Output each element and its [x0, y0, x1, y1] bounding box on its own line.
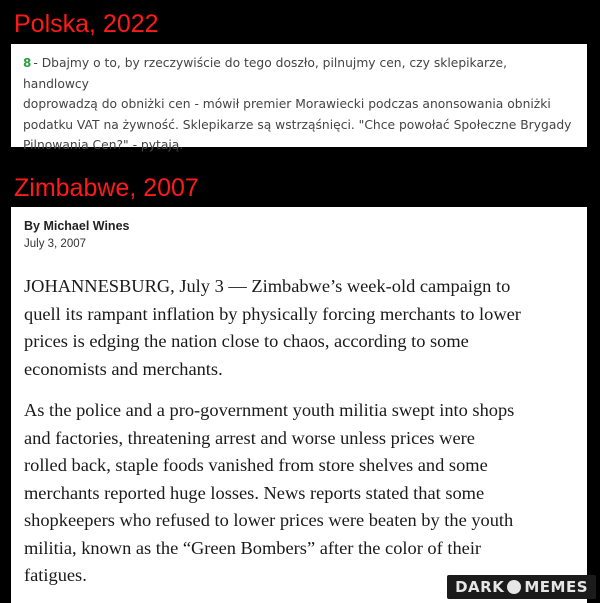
- paragraph-2-line: As the police and a pro-government youth militia swept into shops: [24, 400, 515, 420]
- paragraph-1-line: JOHANNESBURG, July 3 — Zimbabwe’s week-old campaign to: [24, 276, 511, 296]
- paragraph-2-line: and factories, threatening arrest and worse unless prices were: [24, 427, 475, 448]
- article-body: [24, 273, 587, 590]
- zimbabwe-article-panel: [11, 207, 587, 603]
- article-paragraph-2: [24, 397, 587, 590]
- watermark-logo: [447, 575, 596, 599]
- paragraph-1-line: economists and merchants.: [24, 358, 223, 379]
- paragraph-2-line: shopkeepers who refused to lower prices were beaten by the youth: [24, 510, 514, 530]
- quote-mark-icon: 8: [23, 56, 32, 70]
- poland-line-1: - Dbajmy o to, by rzeczywiście do tego doszło, pilnujmy cen, czy sklepikarze, handlowcy: [23, 56, 507, 91]
- section-heading-poland: Polska, 2022: [14, 10, 159, 38]
- article-byline: By Michael Wines: [24, 219, 130, 233]
- paragraph-2-line: rolled back, staple foods vanished from store shelves and some: [24, 455, 488, 475]
- paragraph-2-line: militia, known as the “Green Bombers” after the color of their: [24, 537, 482, 558]
- paragraph-1-line: prices is edging the nation close to chaos, according to some: [24, 331, 469, 351]
- article-date: July 3, 2007: [24, 238, 87, 250]
- poland-quote-panel: [11, 44, 587, 152]
- skull-icon: [507, 580, 521, 594]
- watermark-text-left: DARK: [455, 578, 505, 596]
- watermark-text-right: MEMES: [524, 578, 588, 596]
- poland-line-2: doprowadzą do obniżki cen - mówił premier Morawiecki podczas anonsowania obniżki: [23, 97, 551, 111]
- poland-quote-text: [23, 53, 575, 156]
- poland-line-3: podatku VAT na żywność. Sklepikarze są wstrząśnięci. "Chce powołać Społeczne Brygady: [23, 117, 572, 132]
- paragraph-2-line: fatigues.: [24, 565, 87, 585]
- poland-line-4: Pilnowania Cen?" - pytają.: [23, 138, 184, 152]
- paragraph-2-line: merchants reported huge losses. News reports stated that some: [24, 482, 485, 503]
- section-heading-zimbabwe: Zimbabwe, 2007: [14, 174, 199, 202]
- article-paragraph-1: [24, 273, 587, 383]
- paragraph-1-line: quell its rampant inflation by physically forcing merchants to lower: [24, 303, 521, 324]
